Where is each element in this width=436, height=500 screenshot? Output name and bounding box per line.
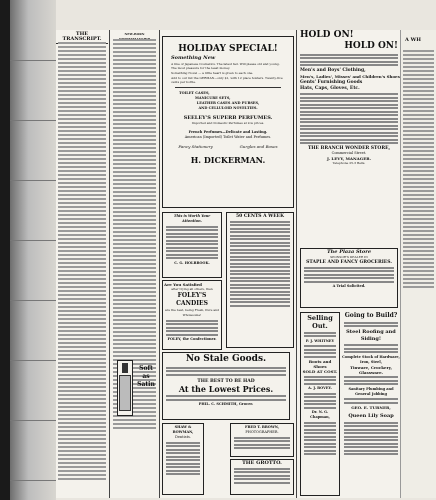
adjacent-text — [403, 50, 434, 290]
foley-question: Are You Satisfied — [164, 282, 202, 287]
selling-name: P. J. WHITNEY — [305, 338, 335, 343]
holiday-line-e: French Perfumes—Delicate and Lasting. — [188, 130, 268, 134]
column-2 — [111, 30, 158, 498]
newspaper-page — [56, 30, 400, 498]
seeley-perfumes: SEELEY'S SUPERB PERFUMES. — [183, 115, 273, 121]
selling-out-ad — [300, 312, 340, 496]
cents-title: 50 CENTS A WEEK — [235, 214, 284, 219]
foley-sub2: are the best, being Fresh, Pure and Wholesome! — [164, 308, 220, 317]
column-4-lower — [226, 212, 296, 498]
going-plumbing: Sanitary Plumbing and General Jobbing — [348, 386, 394, 396]
column-2-heading: NEW-BORN — [124, 32, 145, 36]
gurgles-boxes: Gurgles and Boxes — [239, 144, 278, 149]
grotto-ad — [230, 459, 294, 495]
bottle-illustration — [117, 360, 133, 416]
holiday-special-subtitle: Something New — [171, 55, 216, 61]
shaw-sub: Dentists. — [175, 435, 191, 439]
masthead-title: THE TRANSCRIPT. — [62, 31, 102, 42]
going-tinware: Tinware, Crockery, Glassware. — [349, 364, 393, 375]
mens-h3: Gents' Furnishing Goods — [300, 79, 363, 85]
no-stale-line3: PHIL. C. SCHMITH, Grocer. — [198, 402, 254, 406]
holiday-special-ad — [162, 36, 294, 208]
no-stale-title: No Stale Goods. — [185, 354, 267, 364]
stacked-page-edges — [10, 0, 56, 500]
hold-on-1: HOLD ON! — [300, 30, 354, 40]
hold-on-2: HOLD ON! — [344, 41, 398, 51]
foley-title: FOLEY'S CANDIES — [176, 292, 208, 307]
plaza-staple: STAPLE AND FANCY GROCERIES. — [306, 260, 392, 265]
selling-bovey: A. J. BOVEY. — [308, 386, 332, 390]
foley-candies-ad — [162, 280, 222, 350]
shaw-name: SHAW & BOWMAN, — [172, 425, 194, 434]
plaza-sub: SPONSOR'S DEALER IN — [330, 255, 368, 259]
selling-boots: Boots and Shoes — [308, 359, 332, 369]
grotto-title: THE GROTTO. — [242, 460, 282, 466]
fifty-cents-ad — [226, 212, 294, 348]
plaza-store-ad — [300, 248, 398, 308]
plaza-footer: A Trial Solicited. — [332, 284, 366, 288]
column-1-text — [58, 42, 106, 482]
no-stale-line1: THE BEST TO BE HAD — [197, 378, 255, 384]
selling-cost: SOLD AT COST. — [302, 369, 338, 374]
going-geo: GEO. E. TURNER, — [351, 405, 391, 410]
holiday-line-f: American (Imported) Toilet Water and Perfumes. — [184, 135, 272, 139]
holiday-line-a: TOILET CASES, — [179, 91, 210, 95]
selling-title: Selling Out. — [307, 314, 333, 330]
brown-sub: PHOTOGRAPHER. — [245, 430, 279, 434]
holiday-line-c: LEATHER CASES AND PURSES, — [196, 101, 260, 105]
foley-footer: FOLEY, the Confectioner. — [167, 337, 217, 341]
chapman-name: Dr. N. G. Chapman, — [310, 410, 330, 419]
seeley-subline: Imported and Domestic Perfumes at low prices. — [191, 121, 265, 125]
fancy-stationery: Fancy Stationery — [178, 144, 213, 149]
mens-h2: Men's, Ladies', Misses' and Children's Shoes — [300, 73, 400, 79]
binding-shadow — [0, 0, 10, 500]
adjacent-fragment: A WH — [405, 37, 421, 43]
holiday-line-b: MANICURE SETS, — [195, 96, 231, 100]
holiday-intro-3: Add to our list the GERMAN—only $1, with 12 place holders. Twenty-five cents per bottle. — [171, 76, 283, 84]
branch-sub: Commercial Street. — [331, 151, 367, 155]
worth-title: This is Worth Your Attention. — [173, 214, 211, 223]
holiday-line-d: AND CELLULOID NOVELTIES. — [198, 106, 258, 110]
going-title: Going to Build? — [344, 312, 398, 319]
column-1 — [56, 30, 108, 498]
adjacent-page — [400, 30, 436, 498]
plaza-title: The Plaza Store — [326, 249, 372, 255]
holiday-intro-1: A line of Japanese Cosmetics. The latest fad. Will please old and young. The most pleasure for the least money. — [171, 62, 280, 70]
no-stale-line2: At the Lowest Prices. — [178, 383, 274, 394]
fred-brown-ad — [230, 423, 294, 457]
soft-as-satin: Soft as Satin — [137, 365, 155, 388]
going-hardware: Complete Stock of Hardware, Iron, Steel, — [342, 354, 400, 364]
mens-h1: Men's and Boys' Clothing, — [300, 67, 366, 73]
shaw-bowman-ad — [162, 423, 204, 495]
branch-tel: Telephone 25-3 Bells. — [332, 161, 366, 165]
branch-manager: J. LEVY, MANAGER. — [327, 156, 371, 161]
column-5 — [298, 30, 400, 498]
brown-name: FRED T. BROWN, — [245, 425, 279, 429]
holiday-intro-2: Something Novel — a little heart is given to each one. — [171, 71, 254, 75]
holiday-special-title: HOLIDAY SPECIAL! — [178, 44, 278, 54]
going-steel: Steel Roofing and Siding! — [346, 328, 396, 342]
dickerman-name: H. DICKERMAN. — [190, 155, 266, 165]
holbrook-name: C. G. HOLBROOK. — [174, 260, 210, 265]
branch-title: THE BRANCH WONDER STORE, — [307, 146, 391, 151]
foley-sub: after trying all others, then — [171, 287, 213, 291]
queen-title: Queen Lily Soap — [348, 413, 394, 419]
worth-attention-ad — [162, 212, 222, 278]
going-to-build-ad — [342, 312, 400, 496]
mens-h4: Hats, Caps, Gloves, Etc. — [300, 85, 360, 91]
